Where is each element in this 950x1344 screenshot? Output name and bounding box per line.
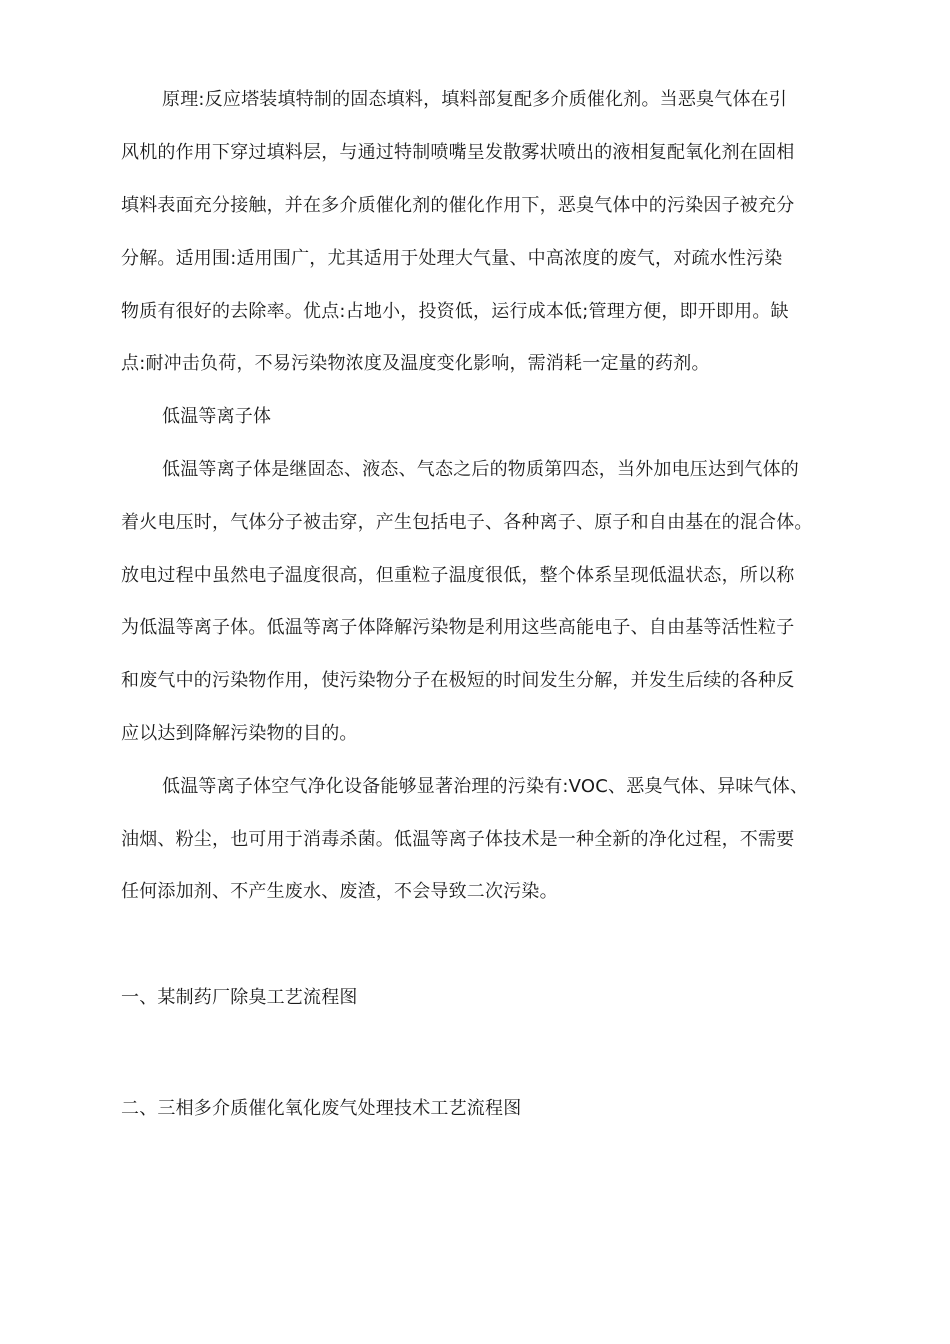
paragraph-plasma-line-5: 和废气中的污染物作用，使污染物分子在极短的时间发生分解，并发生后续的各种反	[121, 670, 795, 691]
paragraph-principle-line-6: 点:耐冲击负荷，不易污染物浓度及温度变化影响，需消耗一定量的药剂。	[121, 353, 710, 374]
heading-flowchart-2: 二、三相多介质催化氧化废气处理技术工艺流程图	[121, 1098, 522, 1119]
paragraph-plasma-line-3: 放电过程中虽然电子温度很高，但重粒子温度很低，整个体系呈现低温状态，所以称	[121, 565, 795, 586]
paragraph-plasma-line-2: 着火电压时，气体分子被击穿，产生包括电子、各种离子、原子和自由基在的混合体。	[121, 512, 813, 533]
paragraph-principle-line-4: 分解。适用围:适用围广，尤其适用于处理大气量、中高浓度的废气，对疏水性污染	[121, 248, 783, 269]
paragraph-equipment-line-2: 油烟、粉尘，也可用于消毒杀菌。低温等离子体技术是一种全新的净化过程，不需要	[121, 829, 795, 850]
section-heading-plasma: 低温等离子体	[162, 406, 272, 427]
paragraph-principle-line-3: 填料表面充分接触，并在多介质催化剂的催化作用下，恶臭气体中的污染因子被充分	[121, 195, 795, 216]
paragraph-equipment-line-1: 低温等离子体空气净化设备能够显著治理的污染有:VOC、恶臭气体、异味气体、	[162, 776, 809, 797]
paragraph-plasma-line-1: 低温等离子体是继固态、液态、气态之后的物质第四态，当外加电压达到气体的	[162, 459, 799, 480]
paragraph-principle-line-1: 原理:反应塔装填特制的固态填料，填料部复配多介质催化剂。当恶臭气体在引	[162, 89, 788, 110]
paragraph-principle-line-2: 风机的作用下穿过填料层，与通过特制喷嘴呈发散雾状喷出的液相复配氧化剂在固相	[121, 142, 795, 163]
paragraph-plasma-line-4: 为低温等离子体。低温等离子体降解污染物是利用这些高能电子、自由基等活性粒子	[121, 617, 795, 638]
paragraph-principle-line-5: 物质有很好的去除率。优点:占地小，投资低，运行成本低;管理方便，即开即用。缺	[121, 301, 789, 322]
paragraph-equipment-line-3: 任何添加剂、不产生废水、废渣，不会导致二次污染。	[121, 881, 558, 902]
paragraph-plasma-line-6: 应以达到降解污染物的目的。	[121, 723, 358, 744]
heading-flowchart-1: 一、某制药厂除臭工艺流程图	[121, 987, 358, 1008]
